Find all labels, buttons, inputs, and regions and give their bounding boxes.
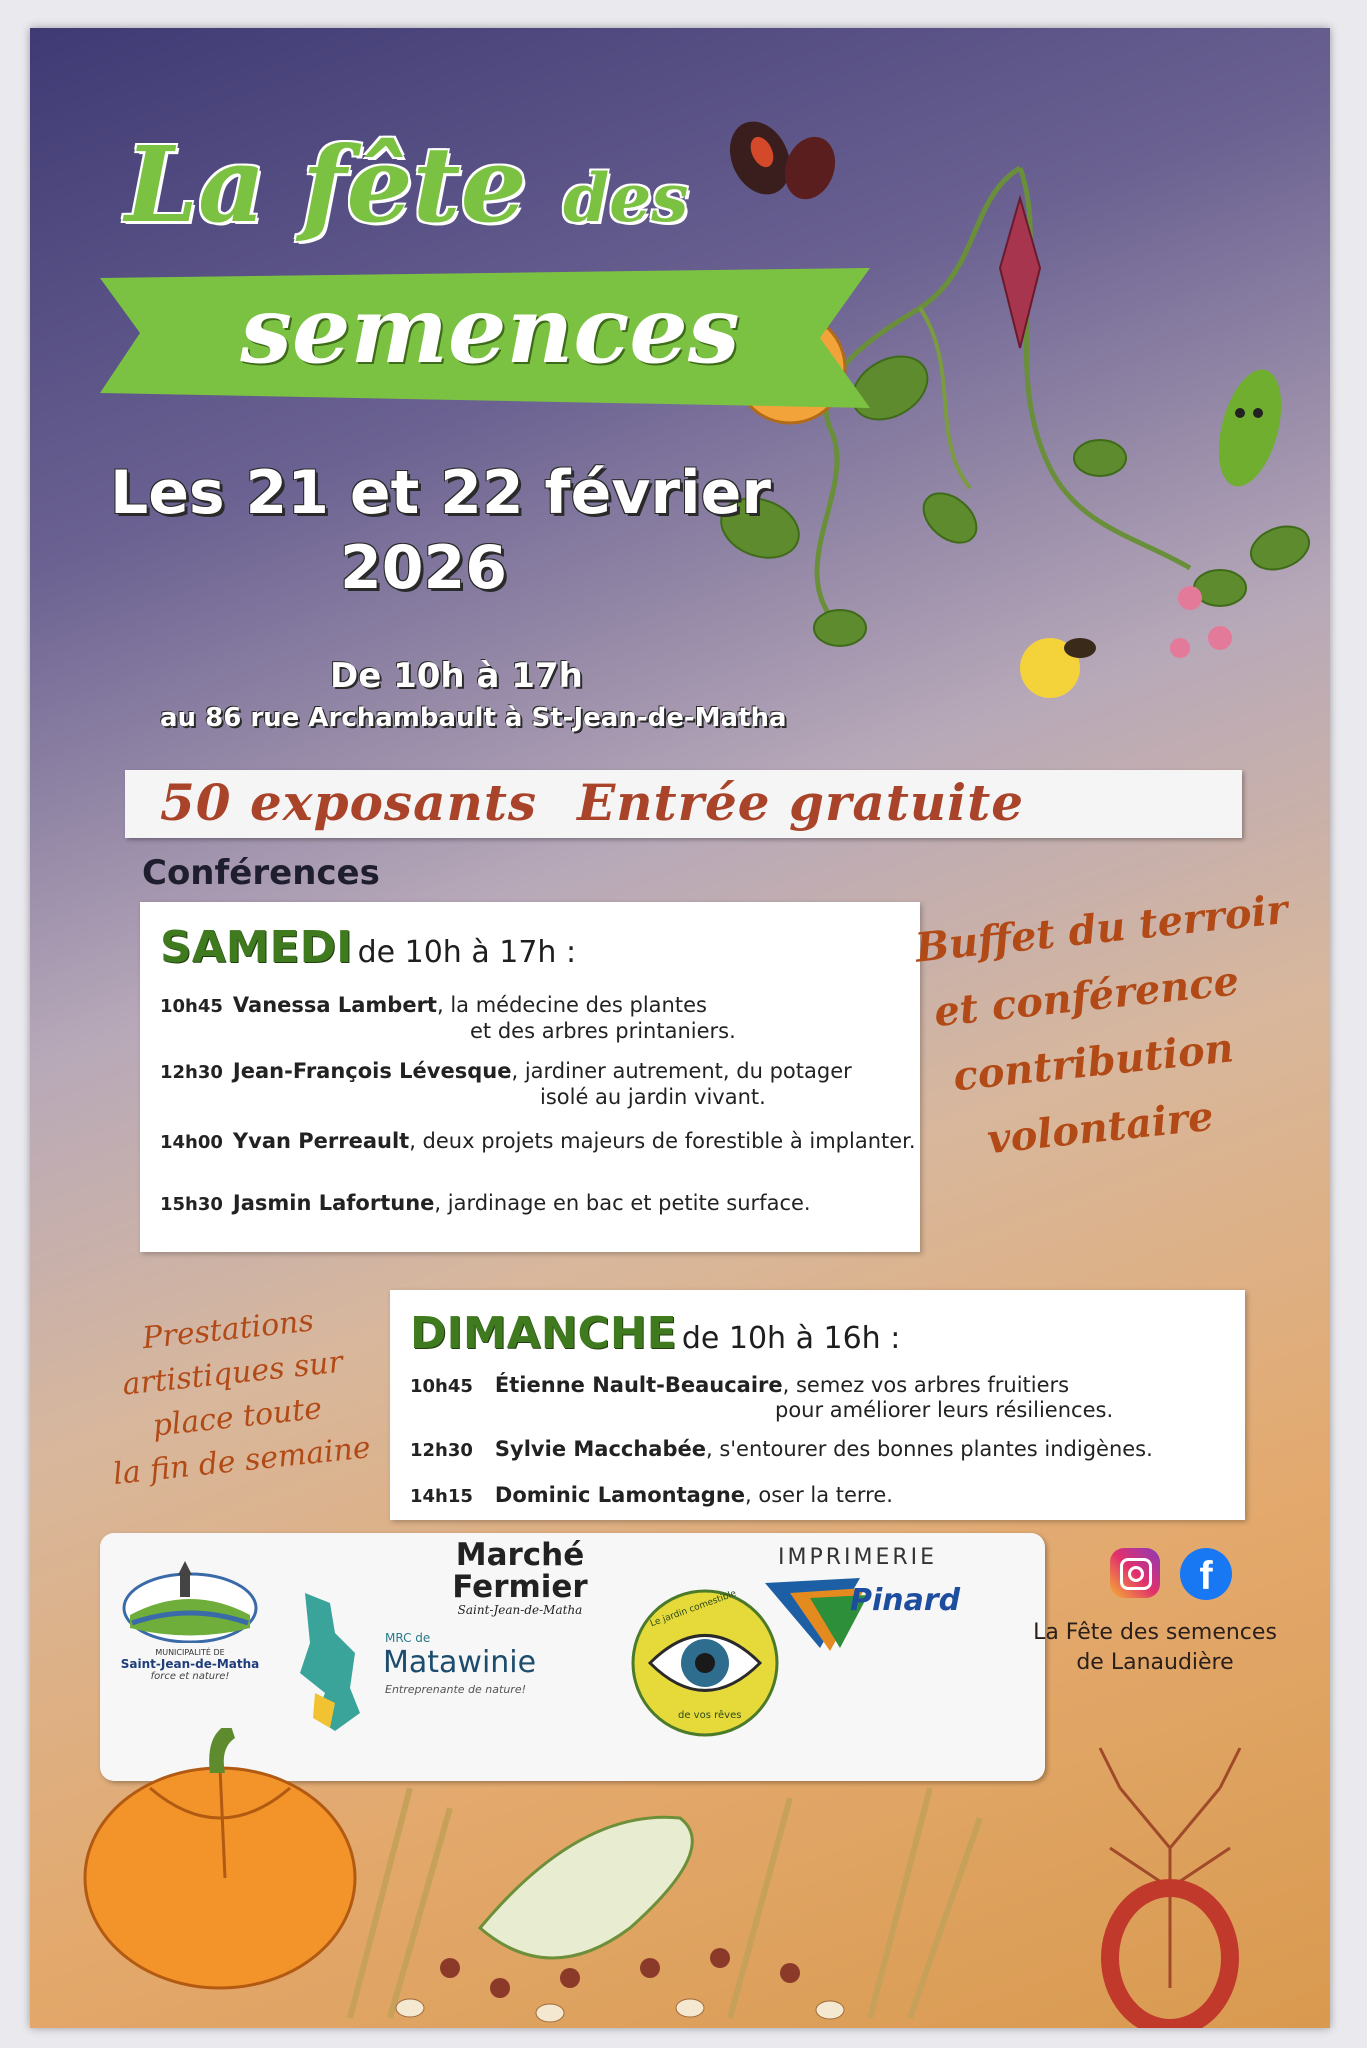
facebook-icon[interactable]: f bbox=[1180, 1548, 1232, 1600]
saturday-label: SAMEDI bbox=[160, 922, 353, 973]
bean-pod-icon bbox=[1207, 363, 1292, 493]
sunday-hours: de 10h à 16h : bbox=[681, 1321, 901, 1356]
amaranth-icon bbox=[1000, 198, 1040, 348]
instagram-icon[interactable] bbox=[1110, 1548, 1160, 1598]
talk-continued: pour améliorer leurs résiliences. bbox=[775, 1398, 1114, 1422]
tree-icon bbox=[1100, 1748, 1240, 1988]
conferences-heading: Conférences bbox=[142, 853, 380, 893]
sunday-box bbox=[390, 1290, 1245, 1520]
harvest-illustration bbox=[30, 1728, 1330, 2028]
sunday-heading bbox=[410, 1308, 900, 1359]
event-hours: De 10h à 17h bbox=[330, 656, 583, 696]
buffet-note: Buffet du terroir et conférence contribution volontaire bbox=[913, 885, 1290, 1164]
plant-illustration bbox=[720, 108, 1330, 748]
artistic-performances-note: Prestations artistiques sur place toute la fin de semaine bbox=[111, 1303, 373, 1493]
talk-row: 14h00 Yvan Perreault, deux projets majeurs de forestible à implanter. bbox=[160, 1129, 916, 1153]
saturday-heading bbox=[160, 922, 576, 973]
talk-row: 15h30 Jasmin Lafortune, jardinage en bac et petite surface. bbox=[160, 1191, 811, 1215]
title-line2: semences bbox=[240, 276, 740, 384]
talk-continued: et des arbres printaniers. bbox=[470, 1019, 736, 1043]
municipality-logo: MUNICIPALITÉ DE Saint-Jean-de-Matha force et nature! bbox=[120, 1553, 260, 1683]
free-entry: Entrée gratuite bbox=[577, 773, 1025, 832]
talk-row: 12h30 Sylvie Macchabée, s'entourer des bonnes plantes indigènes. bbox=[410, 1437, 1153, 1461]
event-dates: Les 21 et 22 février bbox=[110, 458, 771, 528]
event-address: au 86 rue Archambault à St-Jean-de-Matha bbox=[160, 703, 787, 733]
social-page-name: La Fête des semences de Lanaudière bbox=[1033, 1620, 1277, 1675]
poster bbox=[30, 28, 1330, 2028]
sunday-label: DIMANCHE bbox=[410, 1308, 677, 1359]
talk-row: 10h45 Vanessa Lambert, la médecine des plantes bbox=[160, 993, 707, 1017]
title-line1: La fête des bbox=[125, 123, 689, 246]
butterfly-icon bbox=[720, 112, 843, 207]
saturday-hours: de 10h à 17h : bbox=[357, 935, 577, 970]
banner-text bbox=[160, 773, 1024, 832]
imprimerie-pinard-logo: IMPRIMERIE Pinard bbox=[760, 1545, 990, 1655]
jardin-comestible-logo: Le jardin comestible de vos rêves bbox=[630, 1588, 780, 1738]
exhibitors-count: 50 exposants bbox=[160, 773, 538, 832]
matawinie-map-icon bbox=[295, 1593, 365, 1733]
talk-continued: isolé au jardin vivant. bbox=[540, 1085, 766, 1109]
talk-row: 12h30 Jean-François Lévesque, jardiner autrement, du potager bbox=[160, 1059, 852, 1083]
talk-row: 14h15 Dominic Lamontagne, oser la terre. bbox=[410, 1483, 893, 1507]
talk-row: 10h45 Étienne Nault-Beaucaire, semez vos arbres fruitiers bbox=[410, 1373, 1070, 1397]
village-icon bbox=[120, 1553, 260, 1643]
saturday-box bbox=[140, 902, 920, 1252]
mrc-matawinie-logo: MRC de Matawinie Entreprenante de nature! bbox=[295, 1593, 555, 1743]
marche-fermier-logo: Marché Fermier Saint-Jean-de-Matha bbox=[452, 1537, 588, 1617]
event-year: 2026 bbox=[340, 533, 507, 603]
